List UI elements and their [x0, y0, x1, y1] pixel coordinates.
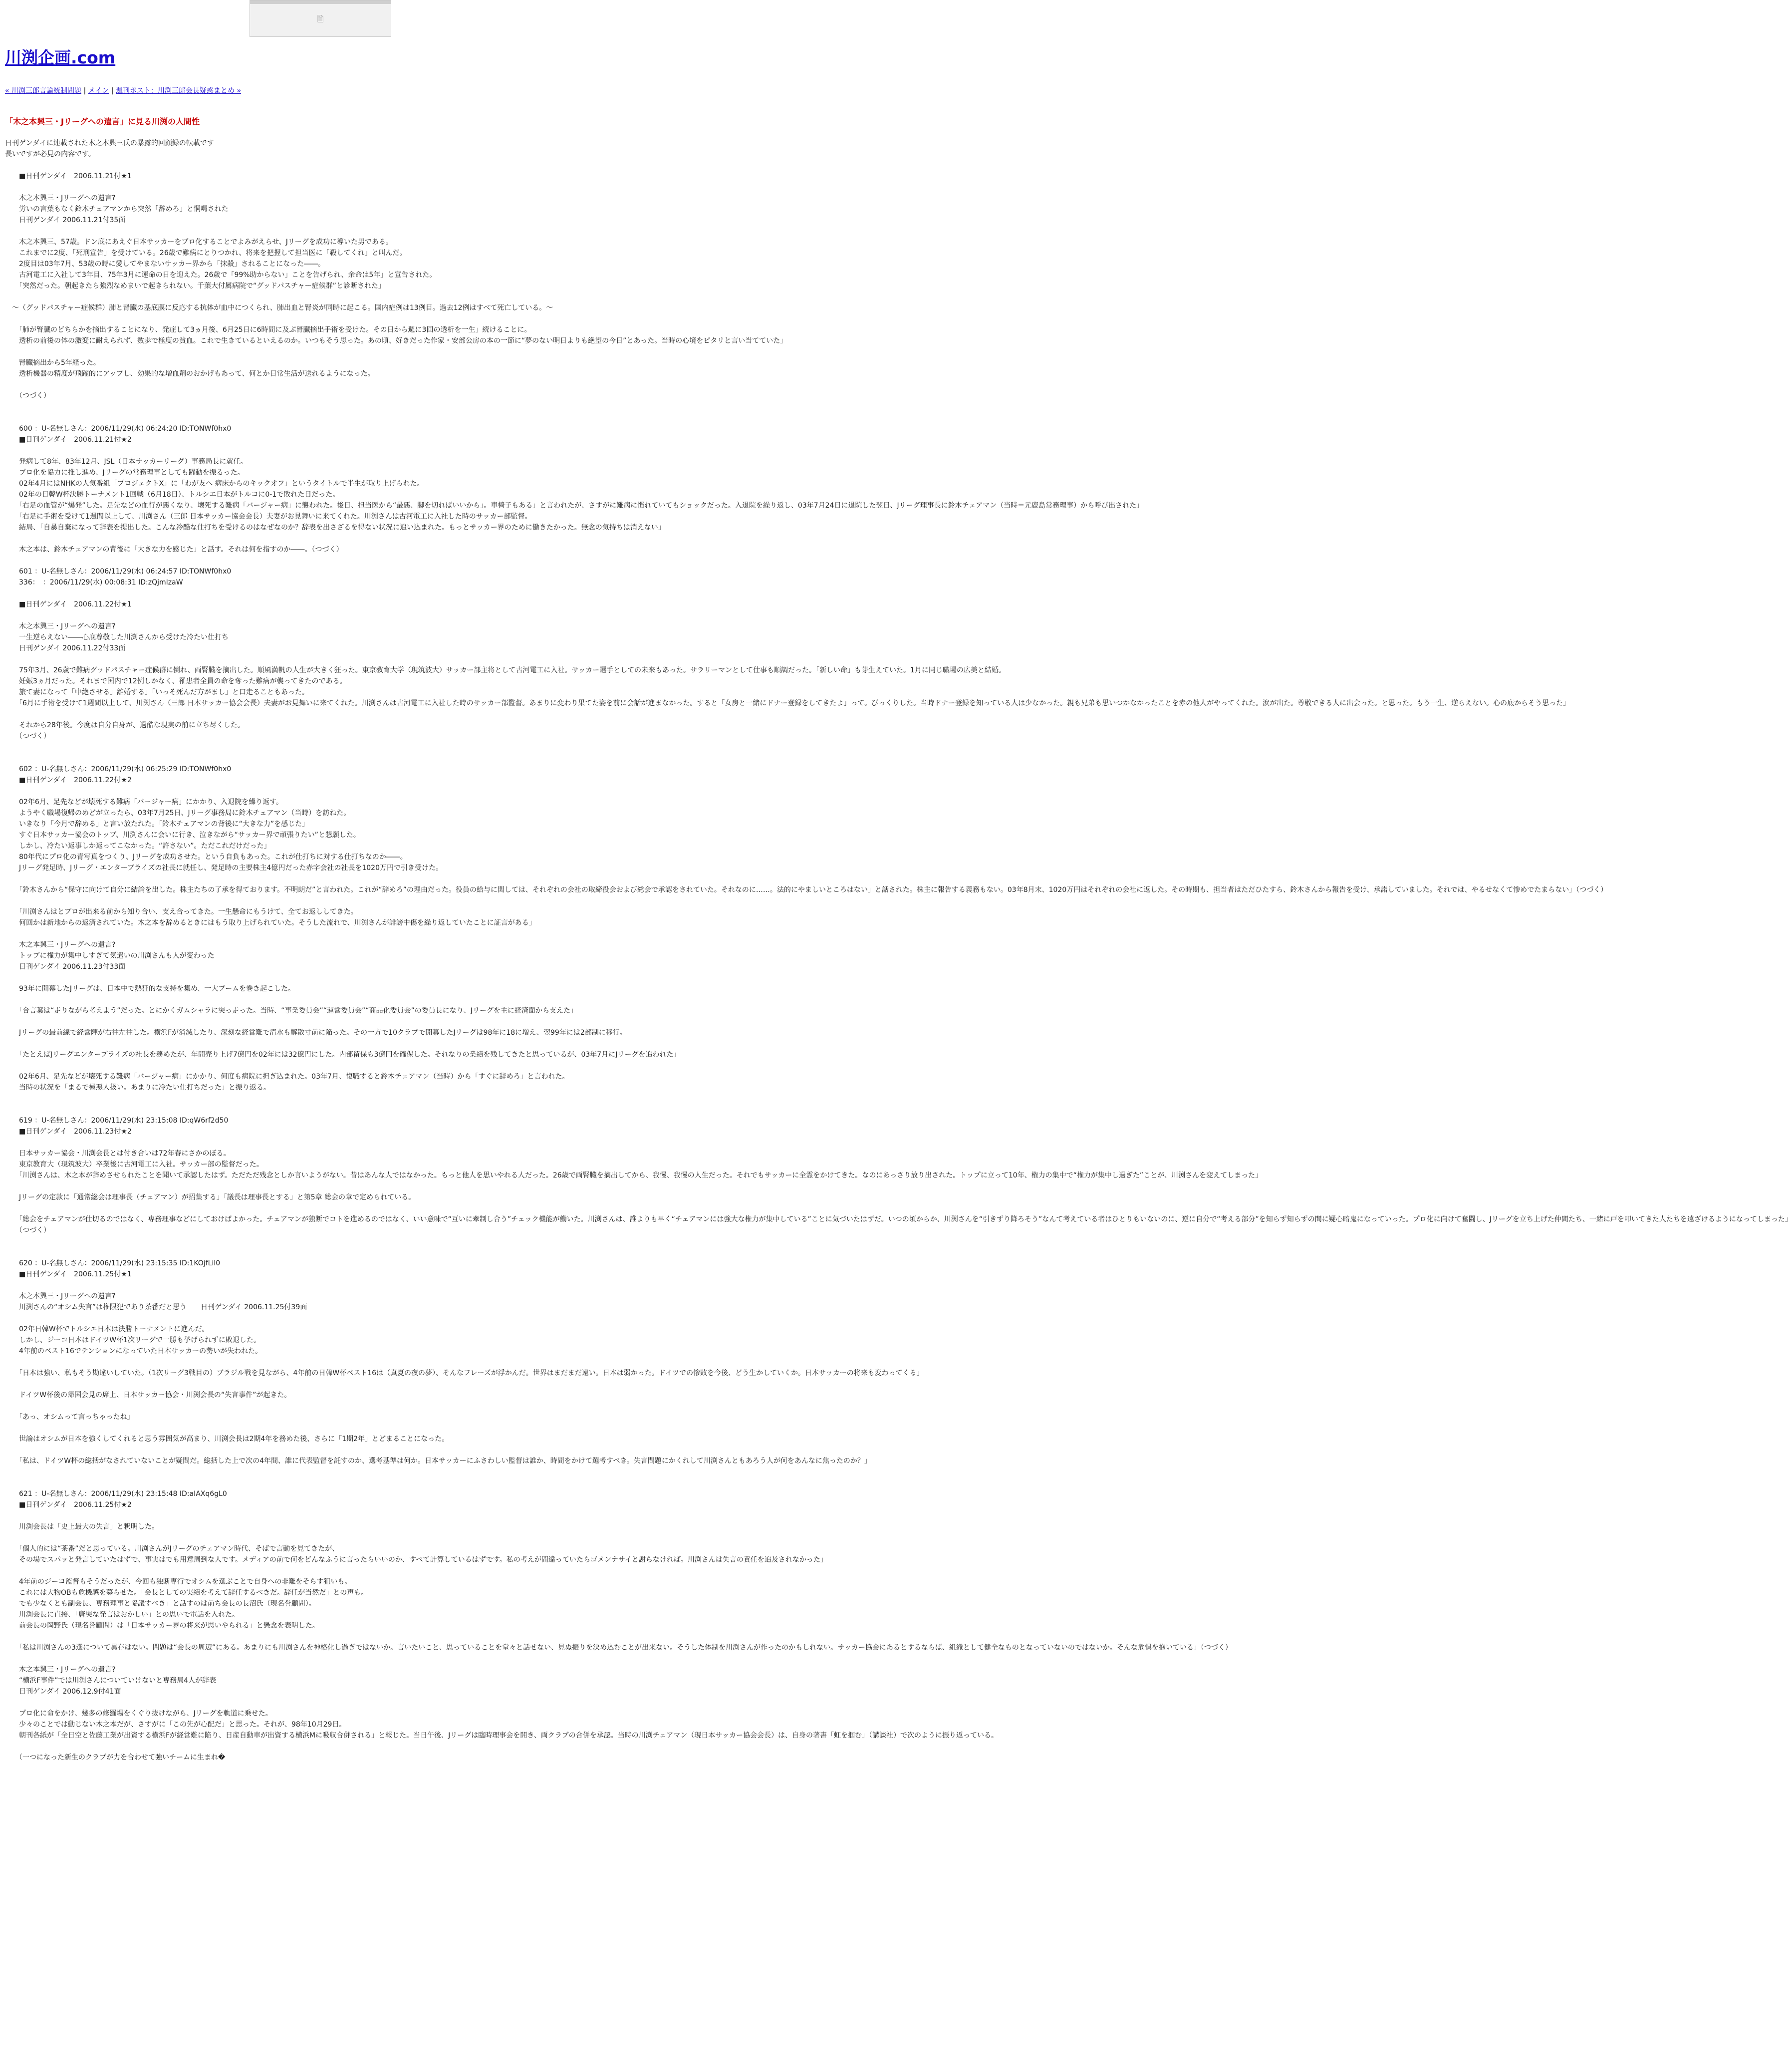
article-line: 619 ：U-名無しさん：2006/11/29(水) 23:15:08 ID:qW6rf2d50	[5, 1117, 229, 1125]
article-blank-line	[5, 1203, 637, 1214]
article-line: 「合言葉は“走りながら考えよう”だった。とにかくガムシャラに突っ走った。当時、“事業委員会”“運営委員会”“商品化委員会”の委員長になり、Jリーグを主に経済面から支えた」	[5, 1007, 577, 1015]
article-line: 川渕会長に直接、「唐突な発言はおかしい」との思いで電話を入れた。	[5, 1611, 239, 1619]
article-line: 〜（グッドパスチャー症候群）肺と腎臓の基底膜に反応する抗体が血中につくられ、肺出血と腎炎が同時に起こる。国内症例は13例目。過去12例はすべて死亡している。〜	[5, 304, 553, 312]
article-line: 旅て妻になって「中絶させる」離婚する」「いっそ死んだ方がまし」と口走ることもあった。	[5, 688, 309, 696]
article-blank-line	[5, 895, 637, 906]
article-blank-line	[5, 1060, 637, 1071]
article-line: ■日刊ゲンダイ 2006.11.22付★1	[5, 600, 132, 608]
article-line: 「私は川渕さんの3選について異存はない。問題は“会長の周辺”にある。あまりにも川渕さんを神格化し過ぎではないか。言いたいこと、思っていることを堂々と話せない、見ぬ振りを決め込むことが出来ない。そうした体制を川渕さんが作ったのかもしれない。サッカー協会にあるとするならば、組織として健全なものとなっていないのではないか。そんな危惧を抱いている」（つづく）	[5, 1644, 1232, 1652]
article-line: 「個人的には“茶番”だと思っている。川渕さんがJリーグのチェアマン時代、そばで言動を見てきたが、	[5, 1545, 339, 1553]
article-blank-line	[5, 292, 637, 302]
nav-main-link[interactable]: メイン	[88, 87, 109, 95]
article-line: 木之本興三・Jリーグへの遺言?	[5, 941, 116, 949]
article-blank-line	[5, 1280, 637, 1291]
article-line: 「右足に手術を受けて1週間以上して、川渕さん（三郎 日本サッカー協会会長）夫妻がお見舞いに来てくれた。川渕さんは古河電工に入社した時のサッカー部監督。	[5, 513, 532, 521]
article-line: 02年の日韓W杯決勝トーナメント1回戦（6月18日）、トルシエ日本がトルコに0-1で敗れた日だった。	[5, 491, 340, 499]
article-line: 長いですが必見の内容です。	[5, 150, 95, 158]
article-blank-line	[5, 1181, 637, 1192]
article-line: 「突然だった。朝起きたら強烈なめまいで起きられない。千葉大付属病院で“グッドパスチャー症候群”と診断された」	[5, 282, 385, 290]
article-line: 02年6月、足先などが壊死する難病「バージャー病」にかかり、何度も病院に担ぎ込まれた。03年7月、復職すると鈴木チェアマン（当時）から「すぐに辞めろ」と言われた。	[5, 1073, 569, 1081]
article-line: しかし、ジーコ日本はドイツW杯1次リーグで一勝も挙げられずに敗退した。	[5, 1336, 261, 1344]
article-blank-line	[5, 753, 637, 764]
article-blank-line	[5, 1357, 637, 1368]
article-line: ドイツW杯後の帰国会見の席上、日本サッカー協会・川渕会長の“失言事件”が起きた。	[5, 1391, 291, 1399]
article-line: 東京教育大（現筑波大）卒業後に古河電工に入社。サッカー部の監督だった。	[5, 1161, 263, 1169]
article-line: 木之本興三・Jリーグへの遺言?	[5, 622, 116, 630]
article-line: （一つになった新生のクラブが力を合わせて強いチームに生まれ�	[5, 1754, 226, 1761]
article-line: でも少なくとも副会長、専務理事と協議すべき」と話すのは前ち会長の長沼氏（現名誉顧問）。	[5, 1600, 316, 1608]
article-blank-line	[5, 1313, 637, 1324]
article-blank-line	[5, 160, 637, 171]
article-line: 601 ：U-名無しさん：2006/11/29(水) 06:24:57 ID:TONWf0hx0	[5, 568, 232, 576]
article-blank-line	[5, 226, 637, 237]
article-blank-line	[5, 445, 637, 456]
article-line: プロ化を協力に推し進め、Jリーグの常務理事としても躍動を振るった。	[5, 469, 245, 477]
article-line: 妊娠3ヵ月だった。それまで国内で12例しかなく、罹患者全員の命を奪った難病が襲ってきたのである。	[5, 677, 347, 685]
article-blank-line	[5, 346, 637, 357]
article-blank-line	[5, 1466, 637, 1477]
article-line: ■日刊ゲンダイ 2006.11.23付★2	[5, 1128, 132, 1136]
article-line: 4年前のジーコ監督もそうだったが、今回も独断専行でオシムを選ぶことで自身への非難をそらす狙いも。	[5, 1578, 352, 1586]
nav-next-prefix-link[interactable]: 週刊ポスト：	[116, 87, 158, 95]
article-line: Jリーグ発足時、Jリーグ・エンタープライズの社長に就任し、発足時の主要株主4億円だった赤字会社の社長を1020万円で引き受けた。	[5, 864, 443, 872]
article-blank-line	[5, 1565, 637, 1576]
article-line: しかし、冷たい返事しか返ってこなかった。“許さない”。ただこれだけだった」	[5, 842, 271, 850]
article-line: 「鈴木さんから“保守に向けて自分に結論を出した。株主たちの了承を得ております。不明朗だ”と言われた。これが“辞めろ”の理由だった。役員の給与に関しては、それぞれの会社の取締役会および総会で承認をされていた。それなのに……。法的にやましいところはない」と話された。株主に報告する義務もない。03年8月末、1020万円はそれぞれの会社に返した。その時期も、担当者はただひたすら、鈴木さんから報告を受け、承諾していました。それでは、やるせなくて惨めでたまらない」（つづく）	[5, 886, 1608, 894]
article-line: 日刊ゲンダイに連載された木之本興三氏の暴露的回顧録の転載です	[5, 139, 214, 147]
article-line: それから28年後。今度は自分自身が、過酷な現実の前に立ち尽くした。	[5, 721, 245, 729]
article-line: （つづく）	[5, 392, 50, 400]
article-blank-line	[5, 1653, 637, 1664]
article-line: 日刊ゲンダイ 2006.11.23付33面	[5, 963, 126, 971]
article-line: 336： ：2006/11/29(水) 00:08:31 ID:zQjmIzaW	[5, 579, 183, 586]
article-blank-line	[5, 313, 637, 324]
article-blank-line	[5, 1510, 637, 1521]
article-line: 日刊ゲンダイ 2006.11.21付35面	[5, 216, 126, 224]
article-line: 「私は、ドイツW杯の総括がなされていないことが疑問だ。総括した上で次の4年間、誰に代表監督を託すのか、選考基準は何か。日本サッカーにふさわしい監督は誰か、時間をかけて選考すべき。失言問題にかくれして川渕さんともあろう人が何をあんなに焦ったのか？」	[5, 1457, 871, 1465]
article-line: ■日刊ゲンダイ 2006.11.22付★2	[5, 776, 132, 784]
article-line: 600 ：U-名無しさん：2006/11/29(水) 06:24:20 ID:TONWf0hx0	[5, 425, 232, 433]
article-blank-line	[5, 1445, 637, 1456]
article-line: 朝刊各紙が「全日空と佐藤工業が出資する横浜Fが経営難に陥り、日産自動車が出資する横浜Mに吸収合併される」と報じた。当日午後、Jリーグは臨時理事会を開き、両クラブの合併を承認。当時の川渕チェアマン（現日本サッカー協会会長）は、自身の著書「虹を掴む」（講談社）で次のように振り返っている。	[5, 1732, 998, 1740]
article-line: 前会長の岡野氏（現名誉顧問）は「日本サッカー界の将来が思いやられる」と懸念を表明した。	[5, 1622, 319, 1630]
article-blank-line	[5, 928, 637, 939]
article-blank-line	[5, 709, 637, 720]
article-line: ■日刊ゲンダイ 2006.11.25付★2	[5, 1501, 132, 1509]
article-blank-line	[5, 1104, 637, 1115]
article-line: 日刊ゲンダイ 2006.12.9付41面	[5, 1688, 121, 1696]
banner-top-strip	[250, 0, 391, 4]
article-blank-line	[5, 1401, 637, 1412]
article-line: 川渕さんの“オシム失言”は権限犯であり茶番だと思う 日刊ゲンダイ 2006.11.25付39面	[5, 1303, 307, 1311]
article-line: 「あっ、オシムって言っちゃったね」	[5, 1413, 134, 1421]
article-line: 当時の状況を「まるで極悪人扱い。あまりに冷たい仕打ちだった」と振り返る。	[5, 1084, 270, 1092]
article-blank-line	[5, 401, 637, 412]
article-line: 2度目は03年7月、53歳の時に愛してやまないサッカー界から「抹殺」されることになった――。	[5, 260, 325, 268]
article-line: ■日刊ゲンダイ 2006.11.21付★2	[5, 436, 132, 444]
article-line: “横浜F事件”では川渕さんについていけないと専務局4人が辞表	[5, 1677, 217, 1685]
article-line: トップに権力が集中しすぎて気遣いの川渕さんも人が変わった	[5, 952, 215, 960]
article-blank-line	[5, 127, 637, 138]
article-blank-line	[5, 1093, 637, 1104]
broken-image-icon: 🗎	[317, 14, 324, 24]
article-blank-line	[5, 1423, 637, 1434]
article-blank-line	[5, 654, 637, 665]
article-line: 木之本は、鈴木チェアマンの背後に「大きな力を感じた」と話す。それは何を指すのか――。（つづく）	[5, 546, 343, 554]
article-line: （つづく）	[5, 1226, 50, 1234]
article-blank-line	[5, 379, 637, 390]
article-blank-line	[5, 533, 637, 544]
article-line: 古河電工に入社して3年目、75年3月に運命の日を迎えた。26歳で「99%助からない」ことを告げられ、余命は5年」と宣告された。	[5, 271, 437, 279]
article-line: 透析機器の精度が飛躍的にアップし、効果的な増血剤のおかげもあって、何とか日常生活が送れるようになった。	[5, 370, 375, 378]
article-blank-line	[5, 874, 637, 884]
article-blank-line	[5, 588, 637, 599]
article-blank-line	[5, 1477, 637, 1488]
article-line: 「日本は強い、私もそう勘違いしていた。（1次リーグ3戦目の）ブラジル戦を見ながら、4年前の日韓W杯ベスト16は（真夏の夜の夢）、そんなフレーズが浮かんだ。世界はまだまだ遠い。日本は弱かった。ドイツでの惨敗を今後、どう生かしていくか。日本サッカーの将来も変わってくる」	[5, 1369, 924, 1377]
article-blank-line	[5, 786, 637, 797]
article-line: 結局、「自暴自棄になって辞表を提出した。こんな冷酷な仕打ちを受けるのはなぜなのか？辞表を出さざるを得ない状況に追い込まれた。もっとサッカー界のために働きたかった。無念の気持ちは消えない」	[5, 524, 665, 532]
article-line: Jリーグの最前線で経営陣が右往左往した。横浜Fが消滅したり、深刻な経営難で清水も解散寸前に陥った。その一方で10クラブで開幕したJリーグは98年に18に増え、翌99年には2部制に移行。	[5, 1029, 627, 1037]
article-line: 木之本興三・Jリーグへの遺言?	[5, 1292, 116, 1300]
nav-prev-link[interactable]: « 川渕三郎言論統制問題	[5, 87, 82, 95]
article-line: 02年日韓W杯でトルシエ日本は決勝トーナメントに進んだ。	[5, 1325, 209, 1333]
article-line: 透析の前後の体の激変に耐えられず、数歩で極度の貧血。これで生きているといえるのか。いつもそう思った。あの頃、好きだった作家・安部公房の本の一節に“夢のない明日よりも絶望の今日”とあった。当時の心境をピタリと言い当てていた」	[5, 337, 787, 345]
article-blank-line	[5, 994, 637, 1005]
article-body	[0, 127, 1792, 1763]
article-line: 602 ：U-名無しさん：2006/11/29(水) 06:25:29 ID:TONWf0hx0	[5, 765, 232, 773]
article-blank-line	[5, 1741, 637, 1752]
article-line: 93年に開幕したJリーグは、日本中で熱狂的な支持を集め、一大ブームを巻き起こした。	[5, 985, 295, 993]
article-blank-line	[5, 1631, 637, 1642]
article-line: 日刊ゲンダイ 2006.11.22付33面	[5, 644, 126, 652]
article-line: 「6月に手術を受けて1週間以上して、川渕さん（三郎 日本サッカー協会会長）夫妻がお見舞いに来てくれた。川渕さんは古河電工に入社した時のサッカー部監督。あまりに変わり果てた姿を前に会話が進まなかった。すると「女房と一緒にドナー登録をしてきたよ」って。びっくりした。当時ドナー登録を知っている人は少なかった。親も兄弟も思いつかなかったことを赤の他人がやってくれた。涙が出た。尊敬できる人に出会った。と思った。もう一生、逆らえない。心の底からそう思った」	[5, 699, 1570, 707]
article-line: プロ化に命をかけ、幾多の修羅場をくぐり抜けながら、Jリーグを軌道に乗せた。	[5, 1710, 272, 1718]
article-blank-line	[5, 182, 637, 193]
article-line: ようやく職場復帰のめどが立ったら、03年7月25日、Jリーグ事務局に鈴木チェアマン（当時）を訪ねた。	[5, 809, 351, 817]
article-line: 木之本興三、57歳。ドン底にあえぐ日本サッカーをプロ化することでよみがえらせ、Jリーグを成功に導いた男である。	[5, 238, 393, 246]
article-line: 02年4月にはNHKの人気番組「プロジェクトX」に「わが友へ 病床からのキックオフ」というタイトルで半生が取り上げられた。	[5, 480, 424, 488]
article-line: ■日刊ゲンダイ 2006.11.21付★1	[5, 172, 132, 180]
article-line: ■日刊ゲンダイ 2006.11.25付★1	[5, 1270, 132, 1278]
site-title-link[interactable]: 川渕企画.com	[5, 48, 116, 67]
top-banner-image	[250, 0, 391, 37]
article-line: 02年6月、足先などが壊死する難病「バージャー病」にかかり、入退院を繰り返す。	[5, 798, 283, 806]
article-line: 木之本興三・Jリーグへの遺言?	[5, 1666, 116, 1674]
article-line: 「総会をチェアマンが仕切るのではなく、専務理事などにしておけばよかった。チェアマンが独断でコトを進めるのではなく、いい意味で“互いに牽制し合う”チェック機能が働いた。川渕さんは、誰よりも早く“チェアマンには強大な権力が集中している”ことに気づいたはずだ。いつの頃からか、川渕さんを“引きずり降ろそう”なんて考えている者はひとりもいないのに、逆に自分で“考える部分”を知らず知らずの間に疑心暗鬼になっていった。プロ化に向けて奮闘し、Jリーグを立ち上げた仲間たち、一緒に戸を叩いてきた人たちを遠ざけるようになってしまった」	[5, 1215, 1792, 1223]
article-line: すぐ日本サッカー協会のトップ、川渕さんに会いに行き、泣きながら“サッカー界で頑張りたい”と懇願した。	[5, 831, 360, 839]
article-line: 世論はオシムが日本を強くしてくれると思う雰囲気が高まり、川渕会長は2期4年を務めた後、さらに「1期2年」とどまることになった。	[5, 1435, 449, 1443]
article-line: Jリーグの定款に「通常総会は理事長（チェアマン）が招集する」「議長は理事長とする」と第5章 総会の章で定められている。	[5, 1193, 416, 1201]
article-blank-line	[5, 1532, 637, 1543]
article-blank-line	[5, 1247, 637, 1258]
article-line: これには大物OBも危機感を募らせた。「会長としての実績を考えて辞任するべきだ。辞任が当然だ」との声も。	[5, 1589, 368, 1597]
article-blank-line	[5, 412, 637, 423]
article-line: 「川渕さんはとプロが出来る前から知り合い、支え合ってきた。一生懸命にもうけて、全てお返ししてきた。	[5, 908, 358, 916]
article-line: 「川渕さんは、木之本が辞めさせられたことを聞いて承認したはず。ただただ残念としか言いようがない。昔はあんな人ではなかった。もっと他人を思いやれる人だった。26歳で両腎臓を摘出してから、我慢、我慢の人生だった。それでもサッカーに全霊をかけてきた。なのにあっさり放り出された。トップに立って10年、権力の集中で“権力が集中し過ぎた”ことが、川渕さんを変えてしまった」	[5, 1171, 1263, 1179]
article-line: 一生逆らえない――心底尊敬した川渕さんから受けた冷たい仕打ち	[5, 633, 229, 641]
article-line: 80年代にプロ化の青写真をつくり、Jリーグを成功させた。という自負もあった。これが仕打ちに対する仕打ちなのか――。	[5, 853, 407, 861]
post-title: 「木之本興三・Jリーグへの遺言」に見る川渕の人間性	[5, 117, 200, 126]
article-line: 「たとえばJリーグエンタープライズの社長を務めたが、年間売り上げ7億円を02年には32億円にした。内部留保も3億円を確保した。それなりの業績を残してきたと思っているが、03年7月にJリーグを追われた」	[5, 1051, 681, 1059]
article-line: その場でスパッと発言していたはずで、事実はでも用意周到な人です。メディアの前で何をどんなふうに言ったらいいのか、すべて計算しているはずです。私の考えが間違っていたらゴメンナサイと謝らなければ。川渕さんは失言の責任を追及されなかった」	[5, 1556, 827, 1564]
article-line: 620 ：U-名無しさん：2006/11/29(水) 23:15:35 ID:1KOjfLil0	[5, 1259, 221, 1267]
article-line: 発病して8年、83年12月、JSL（日本サッカーリーグ）事務局長に就任。	[5, 458, 248, 466]
article-line: 木之本興三・Jリーグへの遺言?	[5, 194, 116, 202]
article-line: （つづく）	[5, 732, 50, 740]
article-line: 621 ：U-名無しさん：2006/11/29(水) 23:15:48 ID:aIAXq6gL0	[5, 1490, 227, 1498]
article-blank-line	[5, 1379, 637, 1390]
nav-next-link[interactable]: 川渕三郎会長疑惑まとめ »	[158, 87, 242, 95]
article-line: 少々のことでは動じない木之本だが、さすがに「この先が心配だ」と思った。それが、98年10月29日。	[5, 1721, 346, 1729]
article-line: 何回かは新地からの返済されていた。木之本を辞めるときにはもう取り上げられていた。そうした流れで、川渕さんが誹謗中傷を繰り返していたことに証言がある」	[5, 919, 536, 927]
article-line: 「右足の血管が“爆発”した。足先などの血行が悪くなり、壊死する難病「バージャー病」に襲われた。後日、担当医から“最悪、脚を切ればいいから」。車椅子もある」と言われたが、さすがに難病に慣れていてもショックだった。入退院を繰り返し、03年7月24日に退院した翌日、Jリーグ理事長に鈴木チェアマン（当時＝元鹿島常務理事）から呼び出された」	[5, 502, 1144, 510]
article-line: 日本サッカー協会・川渕会長とは付き合いは72年春にさかのぼる。	[5, 1150, 231, 1158]
article-line: 75年3月、26歳で難病グッドパスチャー症候群に倒れ、両腎臓を摘出した。順風満帆の人生が大きく狂った。東京教育大学（現筑波大）サッカー部主将として古河電工に入社。サッカー選手としての未来もあった。サラリーマンとして仕事も順調だった。「新しい命」も芽生えていた。1月に同じ職場の広美と結婚。	[5, 666, 1006, 674]
article-line: 「肺が腎臓のどちらかを摘出することになり、発症して3ヵ月後、6月25日に6時間に及ぶ腎臓摘出手術を受けた。その日から週に3回の透析を一生」続けることに。	[5, 326, 531, 334]
article-blank-line	[5, 1697, 637, 1708]
navigation-links: « 川渕三郎言論統制問題 | メイン | 週刊ポスト：川渕三郎会長疑惑まとめ »	[5, 87, 242, 95]
article-blank-line	[5, 1016, 637, 1027]
article-blank-line	[5, 1236, 637, 1247]
article-line: 腎臓摘出から5年経った。	[5, 359, 100, 367]
article-blank-line	[5, 1137, 637, 1148]
article-blank-line	[5, 1038, 637, 1049]
article-blank-line	[5, 742, 637, 753]
article-blank-line	[5, 972, 637, 983]
article-line: 川渕会長は「史上最大の失言」と釈明した。	[5, 1523, 159, 1531]
article-line: 4年前のベスト16でテンションになっていた日本サッカーの勢いが失われた。	[5, 1347, 262, 1355]
article-line: これまでに2度、「死刑宣告」を受けている。26歳で難病にとりつかれ、将来を把握して担当医に「殺してくれ」と叫んだ。	[5, 249, 407, 257]
article-blank-line	[5, 610, 637, 621]
article-line: 労いの言葉もなく鈴木チェアマンから突然「辞めろ」と恫喝された	[5, 205, 229, 213]
article-blank-line	[5, 555, 637, 566]
article-line: いきなり「今月で辞める」と言い放たれた。「鈴木チェアマンの背後に“大きな力”を感じた」	[5, 820, 309, 828]
